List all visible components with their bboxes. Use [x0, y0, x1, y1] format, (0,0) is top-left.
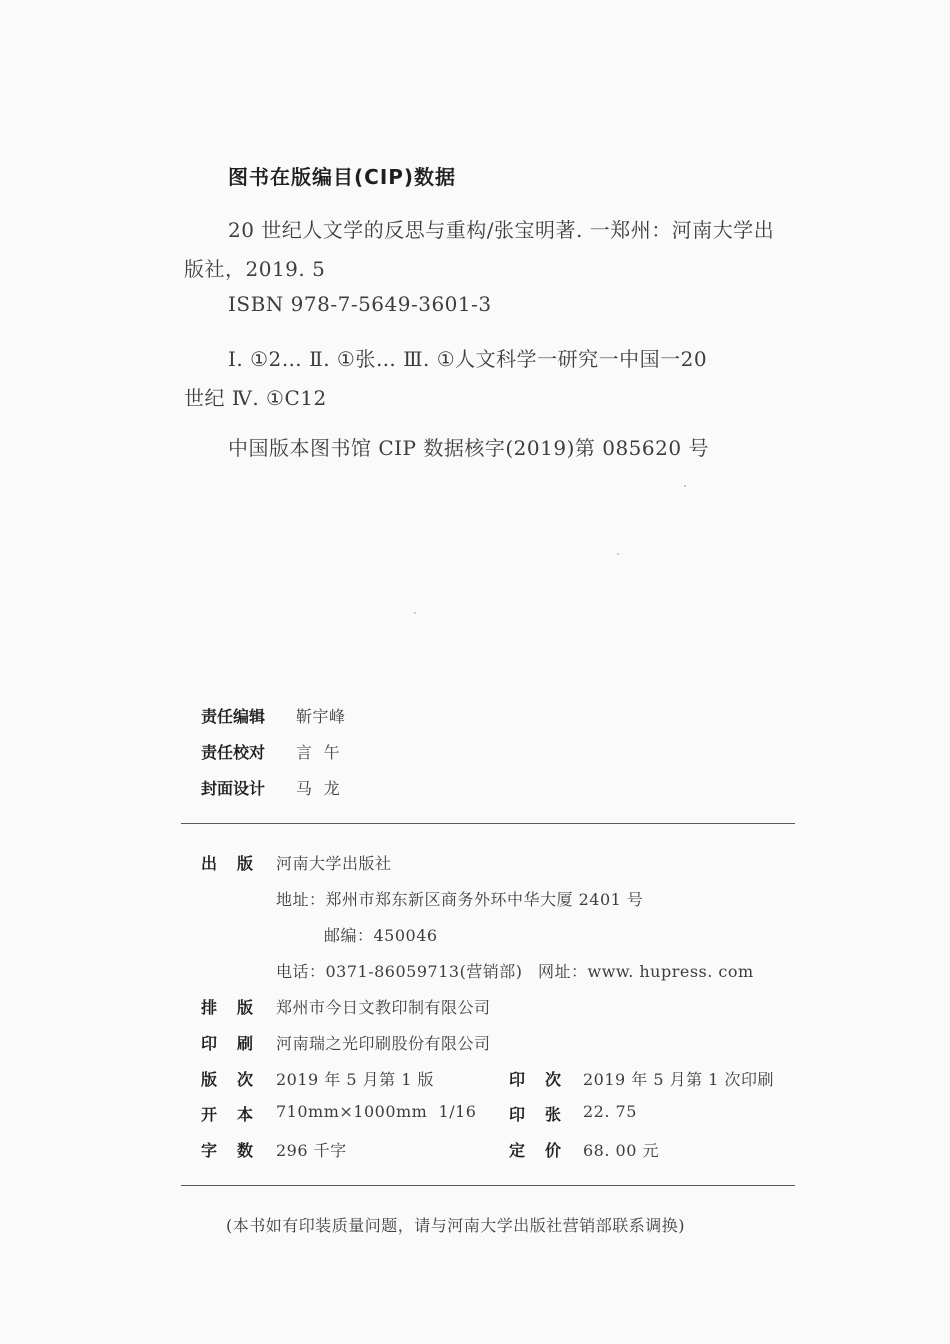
proofreader-label: 责任校对	[201, 743, 266, 762]
quality-notice: (本书如有印装质量问题，请与河南大学出版社营销部联系调换)	[226, 1216, 685, 1235]
cip-heading: 图书在版编目(CIP)数据	[228, 165, 457, 189]
cip-isbn: ISBN 978-7-5649-3601-3	[228, 292, 492, 316]
publisher-label: 出版	[201, 854, 274, 873]
speck	[684, 485, 686, 487]
impression-label: 印次	[509, 1070, 582, 1089]
publisher-postcode: 邮编：450046	[324, 926, 438, 945]
cip-classification-line-2: 世纪 Ⅳ. ①C12	[184, 386, 327, 410]
editor-value: 靳宇峰	[296, 707, 346, 726]
divider-bottom	[181, 1185, 795, 1186]
edition-label: 版次	[201, 1070, 274, 1089]
cip-entry-line-2: 版社，2019. 5	[184, 257, 326, 281]
cip-entry-line-1: 20 世纪人文学的反思与重构/张宝明著. 一郑州：河南大学出	[228, 218, 775, 242]
proofreader-value: 言 午	[296, 743, 341, 762]
printing-value: 河南瑞之光印刷股份有限公司	[276, 1034, 491, 1053]
sheets-label: 印张	[509, 1105, 582, 1124]
typesetting-label: 排版	[201, 998, 274, 1017]
speck	[414, 612, 416, 614]
cover-designer-value: 马 龙	[296, 779, 341, 798]
word-count-label: 字数	[201, 1141, 274, 1160]
cip-verification-number: 中国版本图书馆 CIP 数据核字(2019)第 085620 号	[228, 436, 709, 460]
word-count-value: 296 千字	[276, 1141, 347, 1160]
speck	[617, 553, 619, 555]
cover-designer-label: 封面设计	[201, 779, 266, 798]
divider-top	[181, 823, 795, 824]
publisher-address: 地址：郑州市郑东新区商务外环中华大厦 2401 号	[276, 890, 644, 909]
printing-label: 印刷	[201, 1034, 274, 1053]
publisher-name: 河南大学出版社	[276, 854, 392, 873]
format-value: 710mm×1000mm 1/16	[276, 1102, 477, 1121]
format-label: 开本	[201, 1105, 274, 1124]
editor-label: 责任编辑	[201, 707, 266, 726]
publisher-phone: 电话：0371-86059713(营销部)	[276, 962, 523, 981]
typesetting-value: 郑州市今日文教印制有限公司	[276, 998, 491, 1017]
cip-classification-line-1: Ⅰ. ①2… Ⅱ. ①张… Ⅲ. ①人文科学一研究一中国一20	[228, 347, 708, 371]
sheets-value: 22. 75	[583, 1102, 637, 1121]
publisher-website: 网址：www. hupress. com	[538, 962, 754, 981]
price-value: 68. 00 元	[583, 1141, 659, 1160]
edition-value: 2019 年 5 月第 1 版	[276, 1070, 435, 1089]
impression-value: 2019 年 5 月第 1 次印刷	[583, 1070, 775, 1089]
price-label: 定价	[509, 1141, 582, 1160]
